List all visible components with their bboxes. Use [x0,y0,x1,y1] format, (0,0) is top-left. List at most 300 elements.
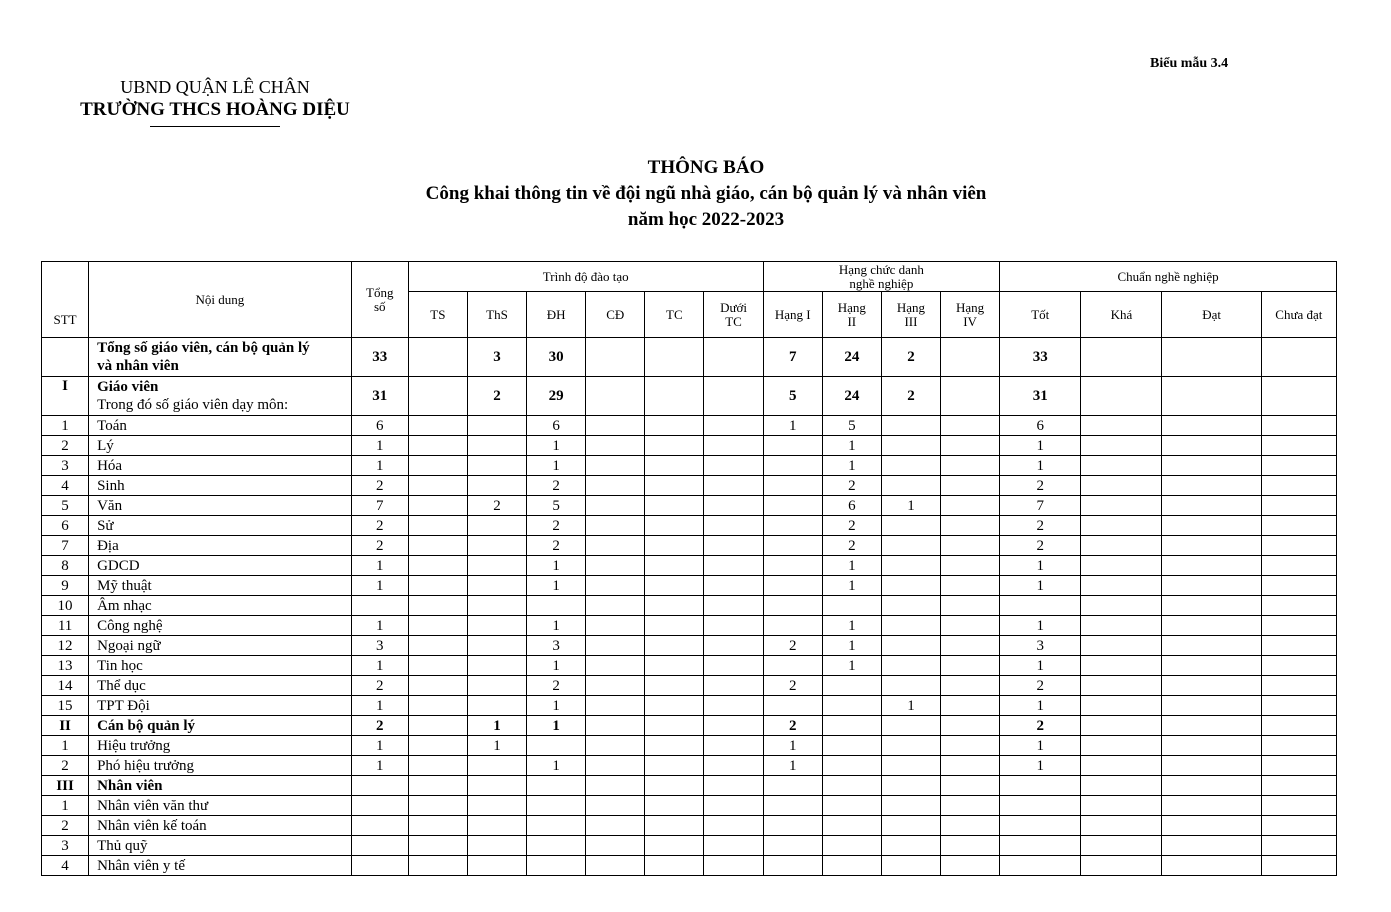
cell-tot [1000,796,1081,816]
cell-total: 2 [351,716,408,736]
cell-ths [467,436,526,456]
cell-kha [1081,476,1162,496]
cell-stt: 6 [42,516,89,536]
cell-ths [467,796,526,816]
cell-cd [586,476,645,496]
cell-tot: 2 [1000,716,1081,736]
cell-kha [1081,456,1162,476]
cell-dat [1162,676,1261,696]
cell-total: 1 [351,756,408,776]
cell-h1 [763,436,822,456]
cell-chua [1261,616,1336,636]
cell-stt: 8 [42,556,89,576]
cell-ths [467,516,526,536]
cell-content: Nhân viên [89,776,352,796]
cell-duoi [704,756,763,776]
cell-duoi [704,476,763,496]
cell-tc [645,816,704,836]
table-row [42,636,1337,656]
cell-dh: 30 [527,338,586,377]
cell-h4 [941,716,1000,736]
cell-h3: 2 [881,338,940,377]
cell-ths: 3 [467,338,526,377]
table-row [42,456,1337,476]
cell-tot: 1 [1000,736,1081,756]
cell-chua [1261,496,1336,516]
cell-tc [645,856,704,876]
cell-h3 [881,536,940,556]
cell-h1: 1 [763,756,822,776]
cell-dh [527,736,586,756]
cell-stt: 7 [42,536,89,556]
cell-h4 [941,576,1000,596]
cell-h2: 1 [822,456,881,476]
cell-content [89,377,352,416]
cell-chua [1261,816,1336,836]
table-row [42,536,1337,556]
cell-dat [1162,756,1261,776]
cell-duoi [704,836,763,856]
cell-dh: 1 [527,576,586,596]
cell-kha [1081,536,1162,556]
cell-tc [645,676,704,696]
cell-h4 [941,456,1000,476]
cell-h1 [763,836,822,856]
table-row [42,616,1337,636]
cell-kha [1081,416,1162,436]
cell-kha [1081,796,1162,816]
table-row [42,676,1337,696]
cell-total [351,796,408,816]
cell-ths: 2 [467,496,526,516]
cell-stt: 12 [42,636,89,656]
cell-h4 [941,796,1000,816]
cell-h4 [941,516,1000,536]
cell-stt: 14 [42,676,89,696]
cell-cd [586,716,645,736]
cell-dh: 2 [527,676,586,696]
cell-dat [1162,377,1261,416]
cell-tot [1000,776,1081,796]
cell-h1 [763,516,822,536]
header-cd: CĐ [586,292,645,338]
cell-h3 [881,516,940,536]
cell-h3: 1 [881,496,940,516]
cell-ts [408,796,467,816]
cell-dat [1162,596,1261,616]
cell-dh: 1 [527,456,586,476]
cell-duoi [704,676,763,696]
cell-chua [1261,656,1336,676]
cell-content: Thể dục [89,676,352,696]
cell-h2: 6 [822,496,881,516]
cell-cd [586,516,645,536]
cell-ts [408,496,467,516]
cell-content: Sử [89,516,352,536]
cell-tot: 2 [1000,516,1081,536]
cell-h4 [941,596,1000,616]
cell-duoi [704,516,763,536]
title-main: THÔNG BÁO [647,157,765,178]
title-line3: năm học 2022-2023 [627,209,785,230]
cell-tot [1000,816,1081,836]
cell-h1: 2 [763,636,822,656]
cell-h2 [822,796,881,816]
cell-h1: 1 [763,736,822,756]
cell-dat [1162,496,1261,516]
cell-h2: 1 [822,616,881,636]
cell-ths [467,456,526,476]
cell-content: Tin học [89,656,352,676]
cell-h1 [763,596,822,616]
cell-ths [467,536,526,556]
cell-h2: 2 [822,476,881,496]
cell-dat [1162,416,1261,436]
cell-chua [1261,836,1336,856]
cell-kha [1081,736,1162,756]
cell-h3 [881,676,940,696]
header-rank-1: Hạng I [763,292,822,338]
cell-kha [1081,816,1162,836]
cell-duoi [704,576,763,596]
cell-h4 [941,636,1000,656]
cell-h2 [822,696,881,716]
cell-h4 [941,616,1000,636]
cell-duoi [704,456,763,476]
header-rank-4: Hạng IV [941,292,1000,338]
cell-dh [527,776,586,796]
cell-kha [1081,576,1162,596]
cell-duoi [704,716,763,736]
cell-content-line2: và nhân viên [97,358,179,374]
cell-h3 [881,476,940,496]
cell-h1 [763,856,822,876]
cell-h2: 1 [822,656,881,676]
cell-total: 2 [351,476,408,496]
cell-chua [1261,436,1336,456]
header-total: Tổng số [351,262,408,338]
cell-duoi [704,636,763,656]
cell-chua [1261,796,1336,816]
table-row [42,377,1337,416]
header-pass: Đạt [1162,292,1261,338]
cell-h1 [763,536,822,556]
cell-cd [586,816,645,836]
cell-h2 [822,836,881,856]
cell-h1: 5 [763,377,822,416]
cell-total [351,596,408,616]
cell-ths [467,836,526,856]
cell-stt: 2 [42,816,89,836]
cell-chua [1261,856,1336,876]
cell-stt: 3 [42,836,89,856]
cell-cd [586,596,645,616]
cell-stt: 2 [42,436,89,456]
cell-ts [408,516,467,536]
cell-total: 2 [351,676,408,696]
cell-kha [1081,377,1162,416]
staff-table [41,261,1337,876]
cell-stt: 15 [42,696,89,716]
cell-h4 [941,836,1000,856]
cell-dh: 1 [527,436,586,456]
cell-stt: 1 [42,736,89,756]
cell-content: Nhân viên y tế [89,856,352,876]
table-row [42,816,1337,836]
cell-ths [467,656,526,676]
table-row [42,496,1337,516]
cell-cd [586,556,645,576]
cell-tc [645,576,704,596]
cell-h2 [822,676,881,696]
cell-cd [586,676,645,696]
cell-duoi [704,416,763,436]
cell-tc [645,476,704,496]
cell-duoi [704,338,763,377]
cell-stt [42,338,89,377]
cell-h2 [822,816,881,836]
cell-total: 31 [351,377,408,416]
cell-content [89,338,352,377]
header-rank: Hạng chức danh nghề nghiệp [763,262,1000,292]
cell-cd [586,436,645,456]
cell-tc [645,736,704,756]
cell-dh: 3 [527,636,586,656]
cell-cd [586,416,645,436]
cell-h1 [763,816,822,836]
cell-content: Nhân viên văn thư [89,796,352,816]
cell-h1 [763,456,822,476]
cell-chua [1261,696,1336,716]
header-stt: STT [42,262,89,338]
cell-ts [408,338,467,377]
cell-h3 [881,436,940,456]
cell-total: 2 [351,516,408,536]
table-row [42,416,1337,436]
cell-total [351,836,408,856]
cell-stt: 9 [42,576,89,596]
cell-kha [1081,656,1162,676]
cell-chua [1261,476,1336,496]
cell-cd [586,776,645,796]
cell-content: GDCD [89,556,352,576]
cell-ts [408,616,467,636]
cell-kha [1081,496,1162,516]
cell-cd [586,736,645,756]
cell-chua [1261,536,1336,556]
table-row [42,436,1337,456]
cell-total: 1 [351,696,408,716]
cell-total: 1 [351,616,408,636]
cell-ts [408,456,467,476]
cell-chua [1261,377,1336,416]
org-name: TRƯỜNG THCS HOÀNG DIỆU [80,99,350,120]
header-rank-3: Hạng III [881,292,940,338]
cell-dh [527,836,586,856]
cell-tot [1000,856,1081,876]
cell-tot: 2 [1000,536,1081,556]
cell-tc [645,516,704,536]
cell-ts [408,476,467,496]
cell-tot: 1 [1000,696,1081,716]
cell-h3 [881,796,940,816]
cell-kha [1081,696,1162,716]
cell-h2: 5 [822,416,881,436]
cell-stt: 10 [42,596,89,616]
cell-chua [1261,556,1336,576]
cell-cd [586,338,645,377]
cell-h2: 2 [822,516,881,536]
cell-h2: 2 [822,536,881,556]
cell-content: Toán [89,416,352,436]
table-row [42,476,1337,496]
cell-h1 [763,616,822,636]
cell-dh [527,596,586,616]
cell-ts [408,836,467,856]
cell-dat [1162,616,1261,636]
cell-tot: 1 [1000,576,1081,596]
cell-tot: 1 [1000,436,1081,456]
cell-h1 [763,796,822,816]
cell-h4 [941,338,1000,377]
cell-duoi [704,496,763,516]
cell-h2 [822,856,881,876]
table-row [42,796,1337,816]
cell-tc [645,716,704,736]
table-row [42,596,1337,616]
cell-h3 [881,856,940,876]
cell-ths [467,856,526,876]
cell-ts [408,816,467,836]
cell-ts [408,436,467,456]
cell-total: 2 [351,536,408,556]
cell-content: Hóa [89,456,352,476]
cell-h1 [763,476,822,496]
cell-tc [645,338,704,377]
cell-h1 [763,776,822,796]
header-standard: Chuẩn nghề nghiệp [1000,262,1337,292]
cell-duoi [704,436,763,456]
cell-kha [1081,836,1162,856]
cell-h1 [763,496,822,516]
cell-content-line1: Tổng số giáo viên, cán bộ quản lý [97,340,310,356]
cell-kha [1081,776,1162,796]
cell-dat [1162,556,1261,576]
cell-tc [645,796,704,816]
cell-stt: III [42,776,89,796]
cell-content: Âm nhạc [89,596,352,616]
cell-chua [1261,516,1336,536]
cell-h2 [822,756,881,776]
cell-stt: 11 [42,616,89,636]
cell-content: Địa [89,536,352,556]
cell-total: 1 [351,556,408,576]
cell-tot: 6 [1000,416,1081,436]
cell-dh: 6 [527,416,586,436]
cell-content: Cán bộ quản lý [89,716,352,736]
cell-dh: 29 [527,377,586,416]
cell-stt: 2 [42,756,89,776]
cell-h4 [941,756,1000,776]
cell-h2: 1 [822,636,881,656]
org-underline [150,126,280,127]
table-row [42,556,1337,576]
cell-h3 [881,836,940,856]
cell-h3 [881,656,940,676]
cell-ths [467,776,526,796]
cell-duoi [704,776,763,796]
cell-h1 [763,656,822,676]
cell-ts [408,377,467,416]
cell-ths: 1 [467,736,526,756]
cell-total: 1 [351,656,408,676]
cell-chua [1261,338,1336,377]
cell-h3 [881,456,940,476]
cell-tot [1000,596,1081,616]
cell-kha [1081,716,1162,736]
header-content: Nội dung [89,262,352,338]
cell-ts [408,716,467,736]
cell-dat [1162,716,1261,736]
cell-tot: 1 [1000,756,1081,776]
cell-cd [586,377,645,416]
cell-content: Văn [89,496,352,516]
cell-dat [1162,456,1261,476]
cell-cd [586,836,645,856]
cell-h3: 2 [881,377,940,416]
cell-h2 [822,716,881,736]
cell-tot: 1 [1000,616,1081,636]
cell-content-line2: Trong đó số giáo viên dạy môn: [97,397,289,413]
cell-duoi [704,796,763,816]
header-training: Trình độ đào tạo [408,262,763,292]
cell-ths [467,676,526,696]
cell-total [351,856,408,876]
table-row [42,716,1337,736]
cell-dat [1162,696,1261,716]
cell-duoi [704,696,763,716]
table-row [42,736,1337,756]
cell-ths [467,636,526,656]
cell-h3: 1 [881,696,940,716]
cell-ts [408,596,467,616]
header-fail: Chưa đạt [1261,292,1336,338]
cell-ths [467,416,526,436]
cell-tot: 1 [1000,656,1081,676]
table-body [42,338,1337,876]
cell-total: 7 [351,496,408,516]
cell-duoi [704,616,763,636]
cell-dh: 1 [527,716,586,736]
cell-dh [527,856,586,876]
cell-h1: 7 [763,338,822,377]
cell-tc [645,456,704,476]
cell-tc [645,377,704,416]
cell-cd [586,496,645,516]
cell-chua [1261,676,1336,696]
cell-ts [408,576,467,596]
cell-tot: 7 [1000,496,1081,516]
cell-tc [645,656,704,676]
cell-tc [645,836,704,856]
cell-ts [408,756,467,776]
cell-kha [1081,338,1162,377]
cell-ts [408,656,467,676]
cell-ts [408,676,467,696]
cell-total [351,816,408,836]
cell-dat [1162,816,1261,836]
cell-dat [1162,656,1261,676]
